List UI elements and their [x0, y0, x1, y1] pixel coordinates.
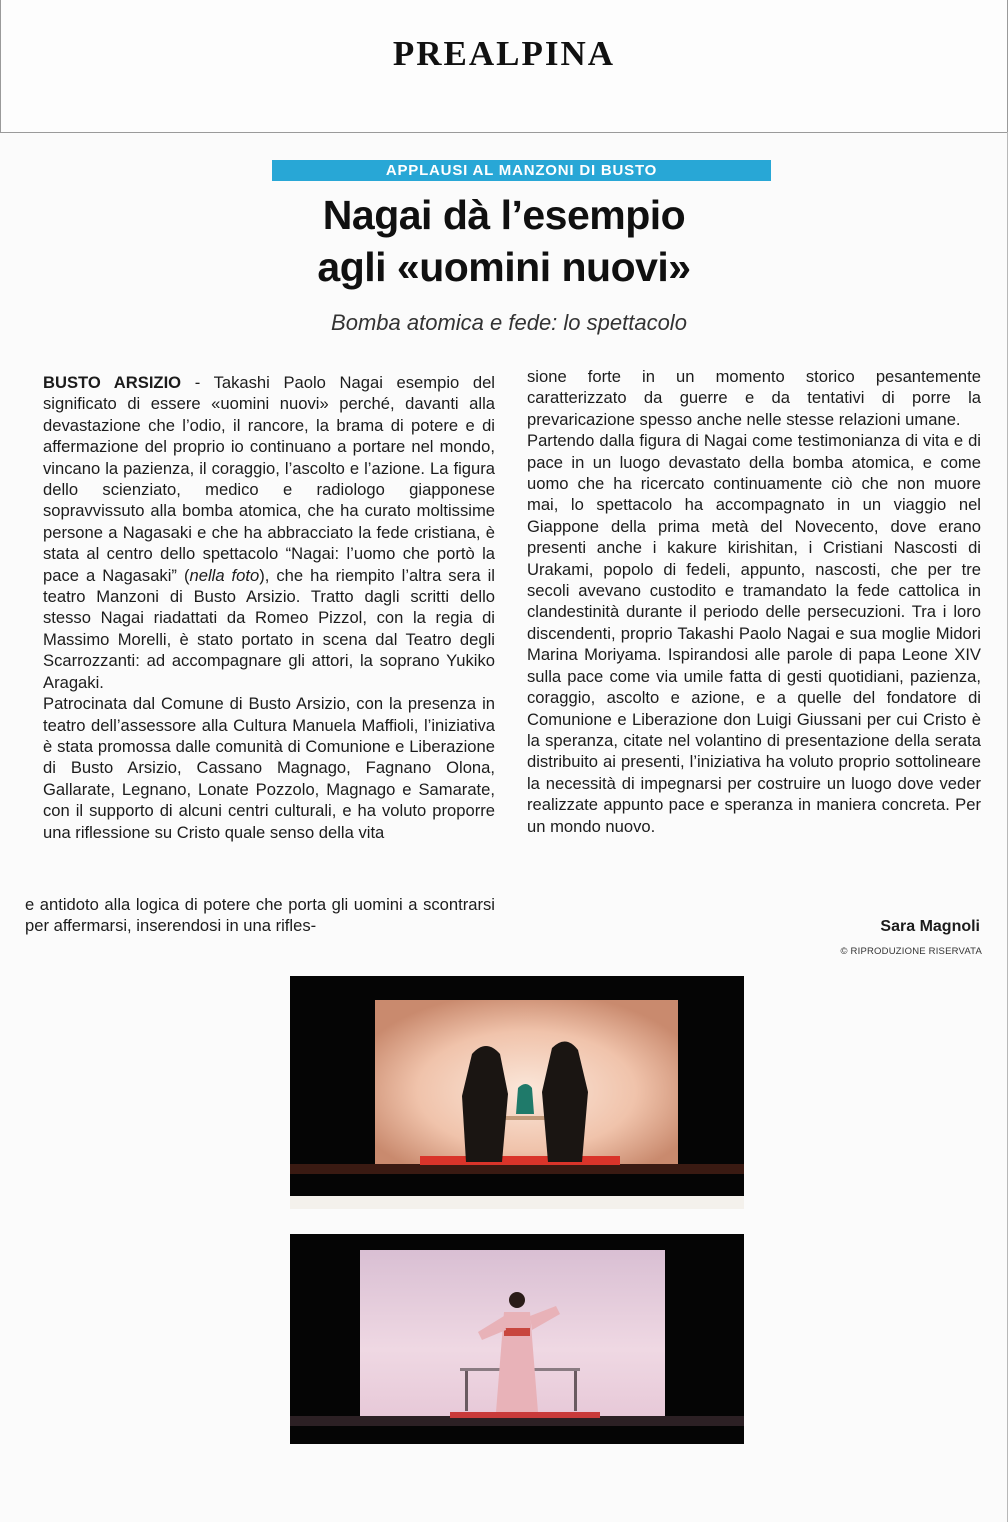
subheadline: Bomba atomica e fede: lo spettacolo	[331, 310, 687, 335]
article-column-1-continuation	[25, 894, 495, 937]
stage-photo-singer	[290, 1234, 744, 1444]
byline: Sara Magnoli	[880, 918, 980, 935]
photo-reference: nella foto	[189, 565, 260, 585]
newspaper-title: PREALPINA	[392, 34, 616, 73]
headline-line-1: Nagai dà l’esempio	[322, 192, 686, 238]
dateline: BUSTO ARSIZIO	[43, 373, 182, 392]
article-column-1	[43, 372, 495, 843]
paragraph	[43, 372, 495, 693]
article-column-2	[527, 366, 981, 837]
paragraph: e antidoto alla logica di potere che porta gli uomini a scontrarsi per affermarsi, inserendosi in una rifles-	[25, 895, 495, 936]
paragraph: sione forte in un momento storico pesantemente caratterizzato da guerre e da tentativi di porre la prevaricazione spesso anche nelle stesse relazioni umane.	[527, 367, 981, 429]
paragraph: Partendo dalla figura di Nagai come testimonianza di vita e di pace in un luogo devastato della bomba atomica, e come uomo che ha ricercato continuamente ciò che non muore mai, lo spettacolo ha accompagnato in un viaggio nel Giappone della prima metà del Novecento, dove erano presenti anche i kakure kirishitan, i Cristiani Nascosti di Urakami, popolo di fedeli, appunto, nascosti, che per tre secoli avevano custodito e tramandato la fede cattolica in clandestinità durante il periodo delle persecuzioni. Tra i loro discendenti, proprio Takashi Paolo Nagai e sua moglie Midori Marina Moriyama. Ispirandosi alle parole di papa Leone XIV sulla pace come via umile fatta di gesti quotidiani, pazienza, coraggio, ascolto e azione, e a quelle del fondatore di Comunione e Liberazione don Luigi Giussani per cui Cristo è la speranza, citate nel volantino di presentazione della serata distribuito ai presenti, l’iniziativa ha voluto proprio sottolineare la necessità di impegnarsi per costruire un luogo dove veder realizzate appunto pace e speranza in maniera concreta. Per un mondo nuovo.	[527, 431, 981, 836]
paragraph: Patrocinata dal Comune di Busto Arsizio, con la presenza in teatro dell’assessore alla Cultura Manuela Maffioli, l’iniziativa è stata promossa dalle comunità di Comunione e Liberazione di Busto Arsizio, Cassano Magnago, Fagnano Olona, Gallarate, Legnano, Lonate Pozzolo, Magnago e Samarate, con il supporto di alcuni centri culturali, e ha voluto proporre una riflessione su Cristo quale senso della vita	[43, 694, 495, 842]
paragraph-text: ), che ha riempito l’altra sera il teatro Manzoni di Busto Arsizio. Tratto dagli scritti dello stesso Nagai riadattati da Romeo Pizzol, con la regia di Massimo Morelli, è stato portato in scena dal Teatro degli Scarrozzanti: ad accompagnare gli attori, la soprano Yukiko Aragaki.	[43, 565, 495, 692]
masthead	[0, 0, 1008, 133]
kicker-banner: APPLAUSI AL MANZONI DI BUSTO	[272, 160, 771, 181]
stage-photo-silhouettes	[290, 976, 744, 1209]
copyright-notice: © RIPRODUZIONE RISERVATA	[840, 946, 982, 957]
paragraph-text: - Takashi Paolo Nagai esempio del significato di essere «uomini nuovi» perché, davanti alla devastazione che l’odio, il rancore, la brama di potere e di affermazione del proprio io continuano a portare nel mondo, vincano la pazienza, il coraggio, l’ascolto e l’azione. La figura dello scienziato, medico e radiologo giapponese sopravvissuto alla bomba atomica, che ha curato moltissime persone a Nagasaki e che ha abbracciato la fede cristiana, è stata al centro dello spettacolo “Nagai: l’uomo che portò la pace a Nagasaki” (	[43, 373, 495, 585]
headline-line-2: agli «uomini nuovi»	[317, 244, 691, 290]
